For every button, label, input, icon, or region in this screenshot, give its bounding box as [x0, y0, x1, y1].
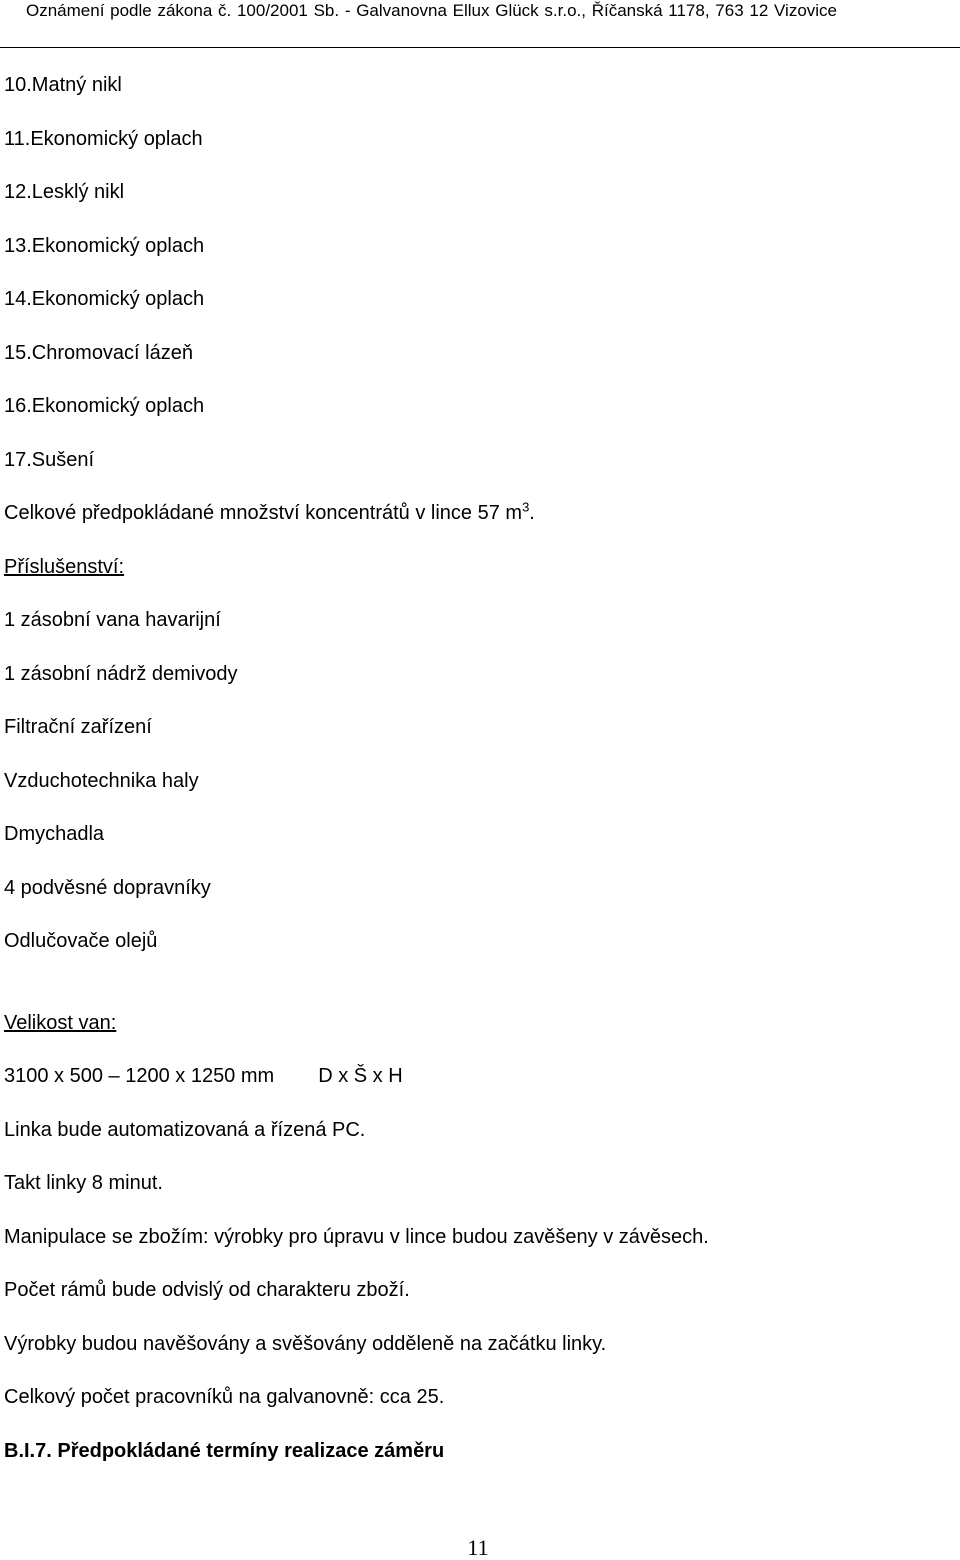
accessory-item: Vzduchotechnika haly — [4, 770, 199, 792]
total-volume-text: Celkové předpokládané množství koncentrátů v lince 57 m — [4, 502, 523, 524]
paragraph: Manipulace se zbožím: výrobky pro úpravu v lince budou zavěšeny v závěsech. — [4, 1226, 709, 1248]
paragraph: Linka bude automatizovaná a řízená PC. — [4, 1119, 366, 1141]
paragraph: Počet rámů bude odvislý od charakteru zboží. — [4, 1279, 410, 1301]
tank-dimensions-line — [4, 1064, 403, 1088]
accessory-item: 4 podvěsné dopravníky — [4, 877, 211, 899]
accessory-item: 1 zásobní nádrž demivody — [4, 663, 238, 685]
tank-dimensions-label: D x Š x H — [318, 1065, 403, 1087]
accessory-item: Odlučovače olejů — [4, 930, 158, 952]
tank-size-heading: Velikost van: — [4, 1012, 117, 1034]
paragraph: Výrobky budou navěšovány a svěšovány odděleně na začátku linky. — [4, 1333, 607, 1355]
tank-dimensions: 3100 x 500 – 1200 x 1250 mm — [4, 1065, 275, 1087]
section-heading: B.I.7. Předpokládané termíny realizace záměru — [4, 1440, 445, 1462]
list-item: 15.Chromovací lázeň — [4, 342, 193, 364]
accessory-item: Dmychadla — [4, 823, 105, 845]
list-item: 12.Lesklý nikl — [4, 181, 125, 203]
accessory-item: 1 zásobní vana havarijní — [4, 609, 221, 631]
volume-suffix: . — [529, 502, 535, 524]
volume-superscript: 3 — [522, 499, 530, 515]
list-item: 14.Ekonomický oplach — [4, 288, 205, 310]
paragraph: Takt linky 8 minut. — [4, 1172, 163, 1194]
list-item: 13.Ekonomický oplach — [4, 235, 205, 257]
page-number: 11 — [467, 1535, 489, 1560]
paragraph: Celkový počet pracovníků na galvanovně: cca 25. — [4, 1386, 445, 1408]
list-item: 17.Sušení — [4, 449, 95, 471]
total-volume-line — [4, 501, 535, 525]
list-item: 10.Matný nikl — [4, 74, 122, 96]
list-item: 11.Ekonomický oplach — [4, 128, 203, 150]
accessory-item: Filtrační zařízení — [4, 716, 152, 738]
page-header: Oznámení podle zákona č. 100/2001 Sb. - Galvanovna Ellux Glück s.r.o., Říčanská 1178, 763 12 Vizovice — [26, 1, 838, 20]
accessories-heading: Příslušenství: — [4, 556, 125, 578]
header-divider — [0, 47, 960, 48]
list-item: 16.Ekonomický oplach — [4, 395, 205, 417]
